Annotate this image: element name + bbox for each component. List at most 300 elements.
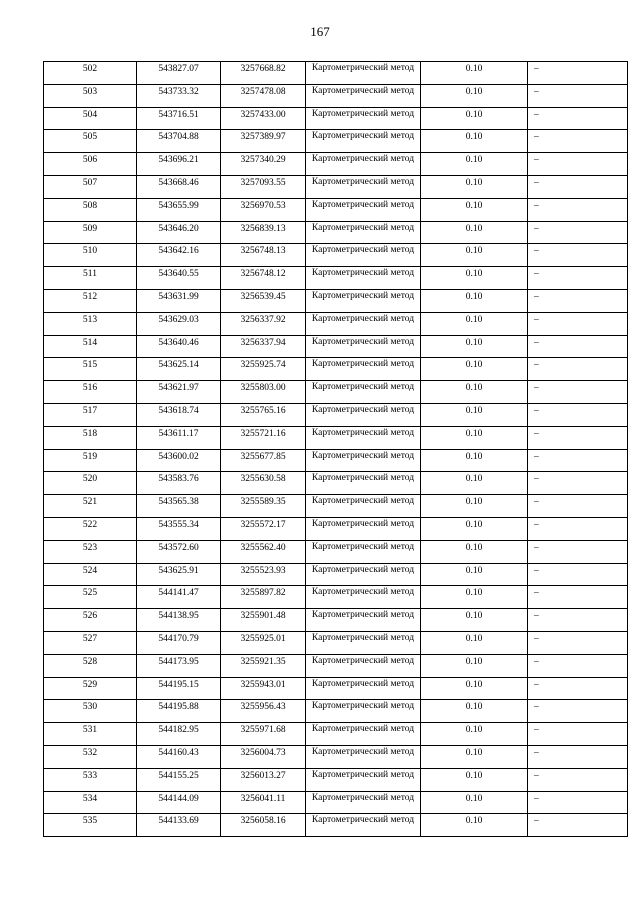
y-coordinate-cell-text: 3256337.94 [240, 337, 286, 348]
table-row [44, 791, 628, 814]
y-coordinate-cell [221, 517, 306, 540]
table-row [44, 312, 628, 335]
point-number-cell [44, 312, 137, 335]
point-number-cell [44, 768, 137, 791]
x-coordinate-cell [137, 677, 221, 700]
accuracy-cell-text: 0.10 [465, 291, 483, 302]
x-coordinate-cell-text: 544170.79 [158, 633, 199, 644]
accuracy-cell [421, 586, 528, 609]
accuracy-cell-text: 0.10 [465, 451, 483, 462]
accuracy-cell-text: 0.10 [465, 109, 483, 120]
note-cell-text: – [534, 86, 539, 97]
x-coordinate-cell-text: 543555.34 [158, 519, 199, 530]
note-cell [528, 335, 628, 358]
point-number-cell-text: 530 [82, 702, 98, 713]
y-coordinate-cell-text: 3257340.29 [240, 155, 286, 166]
table-row [44, 517, 628, 540]
accuracy-cell [421, 381, 528, 404]
point-number-cell [44, 700, 137, 723]
note-cell-text: – [534, 497, 539, 508]
note-cell-text: – [534, 542, 539, 553]
x-coordinate-cell-text: 543640.55 [158, 269, 199, 280]
y-coordinate-cell-text: 3256013.27 [240, 770, 286, 781]
y-coordinate-cell-text: 3255523.93 [240, 565, 286, 576]
table-row [44, 814, 628, 837]
y-coordinate-cell [221, 677, 306, 700]
note-cell [528, 745, 628, 768]
method-cell [306, 130, 421, 153]
note-cell [528, 814, 628, 837]
accuracy-cell-text: 0.10 [465, 428, 483, 439]
note-cell [528, 198, 628, 221]
table-row [44, 130, 628, 153]
y-coordinate-cell [221, 153, 306, 176]
note-cell-text: – [534, 519, 539, 530]
y-coordinate-cell [221, 130, 306, 153]
accuracy-cell [421, 700, 528, 723]
method-cell-text: Картометрический метод [311, 518, 415, 529]
method-cell-text: Картометрический метод [311, 587, 415, 598]
x-coordinate-cell-text: 543600.02 [158, 451, 199, 462]
y-coordinate-cell [221, 107, 306, 130]
point-number-cell [44, 62, 137, 85]
method-cell [306, 267, 421, 290]
note-cell [528, 449, 628, 472]
method-cell-text: Картометрический метод [311, 427, 415, 438]
note-cell-text: – [534, 702, 539, 713]
x-coordinate-cell [137, 495, 221, 518]
accuracy-cell [421, 677, 528, 700]
x-coordinate-cell-text: 543631.99 [158, 291, 199, 302]
method-cell [306, 426, 421, 449]
point-number-cell [44, 107, 137, 130]
x-coordinate-cell [137, 312, 221, 335]
y-coordinate-cell [221, 244, 306, 267]
x-coordinate-cell [137, 609, 221, 632]
y-coordinate-cell [221, 495, 306, 518]
accuracy-cell [421, 153, 528, 176]
y-coordinate-cell-text: 3255921.35 [240, 656, 286, 667]
method-cell [306, 335, 421, 358]
accuracy-cell [421, 107, 528, 130]
accuracy-cell-text: 0.10 [465, 132, 483, 143]
note-cell [528, 221, 628, 244]
accuracy-cell-text: 0.10 [465, 725, 483, 736]
method-cell-text: Картометрический метод [311, 746, 415, 757]
note-cell-text: – [534, 223, 539, 234]
method-cell-text: Картометрический метод [311, 473, 415, 484]
point-number-cell-text: 534 [82, 793, 98, 804]
accuracy-cell-text: 0.10 [465, 702, 483, 713]
x-coordinate-cell-text: 543611.17 [158, 428, 199, 439]
method-cell-text: Картометрический метод [311, 496, 415, 507]
x-coordinate-cell [137, 403, 221, 426]
x-coordinate-cell-text: 543646.20 [158, 223, 199, 234]
x-coordinate-cell-text: 543716.51 [158, 109, 199, 120]
point-number-cell-text: 531 [82, 725, 98, 736]
point-number-cell-text: 524 [82, 565, 98, 576]
table-row [44, 495, 628, 518]
x-coordinate-cell [137, 631, 221, 654]
accuracy-cell-text: 0.10 [465, 679, 483, 690]
method-cell [306, 563, 421, 586]
point-number-cell-text: 508 [82, 200, 98, 211]
method-cell-text: Картометрический метод [311, 131, 415, 142]
point-number-cell [44, 495, 137, 518]
note-cell [528, 517, 628, 540]
y-coordinate-cell [221, 745, 306, 768]
note-cell-text: – [534, 793, 539, 804]
note-cell [528, 107, 628, 130]
note-cell [528, 130, 628, 153]
point-number-cell-text: 535 [82, 816, 98, 827]
x-coordinate-cell-text: 543704.88 [158, 132, 199, 143]
x-coordinate-cell [137, 221, 221, 244]
y-coordinate-cell-text: 3256041.11 [240, 793, 286, 804]
method-cell [306, 631, 421, 654]
method-cell [306, 221, 421, 244]
point-number-cell-text: 502 [82, 64, 98, 74]
accuracy-cell [421, 358, 528, 381]
accuracy-cell [421, 768, 528, 791]
y-coordinate-cell-text: 3255925.74 [240, 360, 286, 371]
note-cell-text: – [534, 679, 539, 690]
y-coordinate-cell [221, 403, 306, 426]
method-cell [306, 517, 421, 540]
y-coordinate-cell-text: 3255589.35 [240, 497, 286, 508]
method-cell-text: Картометрический метод [311, 85, 415, 96]
method-cell [306, 723, 421, 746]
method-cell-text: Картометрический метод [311, 63, 415, 73]
accuracy-cell-text: 0.10 [465, 86, 483, 97]
accuracy-cell-text: 0.10 [465, 223, 483, 234]
y-coordinate-cell-text: 3255765.16 [240, 405, 286, 416]
accuracy-cell-text: 0.10 [465, 405, 483, 416]
y-coordinate-cell-text: 3256004.73 [240, 747, 286, 758]
point-number-cell [44, 221, 137, 244]
x-coordinate-cell [137, 107, 221, 130]
point-number-cell-text: 512 [82, 291, 98, 302]
note-cell [528, 631, 628, 654]
x-coordinate-cell-text: 543618.74 [158, 405, 199, 416]
x-coordinate-cell-text: 543696.21 [158, 155, 199, 166]
method-cell-text: Картометрический метод [311, 199, 415, 210]
accuracy-cell-text: 0.10 [465, 747, 483, 758]
point-number-cell [44, 244, 137, 267]
y-coordinate-cell [221, 426, 306, 449]
point-number-cell [44, 814, 137, 837]
y-coordinate-cell [221, 62, 306, 85]
method-cell-text: Картометрический метод [311, 678, 415, 689]
method-cell [306, 244, 421, 267]
method-cell [306, 495, 421, 518]
x-coordinate-cell [137, 289, 221, 312]
accuracy-cell [421, 221, 528, 244]
accuracy-cell-text: 0.10 [465, 360, 483, 371]
method-cell-text: Картометрический метод [311, 610, 415, 621]
table-row [44, 84, 628, 107]
method-cell [306, 791, 421, 814]
x-coordinate-cell [137, 814, 221, 837]
method-cell-text: Картометрический метод [311, 724, 415, 735]
note-cell-text: – [534, 428, 539, 439]
x-coordinate-cell [137, 745, 221, 768]
x-coordinate-cell [137, 198, 221, 221]
y-coordinate-cell [221, 768, 306, 791]
accuracy-cell [421, 426, 528, 449]
accuracy-cell [421, 175, 528, 198]
accuracy-cell-text: 0.10 [465, 177, 483, 188]
method-cell-text: Картометрический метод [311, 245, 415, 256]
table-row [44, 586, 628, 609]
accuracy-cell-text: 0.10 [465, 656, 483, 667]
table-row [44, 289, 628, 312]
accuracy-cell [421, 495, 528, 518]
point-number-cell [44, 153, 137, 176]
point-number-cell-text: 532 [82, 747, 98, 758]
accuracy-cell [421, 745, 528, 768]
accuracy-cell [421, 84, 528, 107]
x-coordinate-cell-text: 543642.16 [158, 246, 199, 257]
table-row [44, 609, 628, 632]
table-row [44, 700, 628, 723]
point-number-cell [44, 381, 137, 404]
point-number-cell-text: 527 [82, 633, 98, 644]
x-coordinate-cell-text: 544133.69 [158, 816, 199, 827]
point-number-cell-text: 518 [82, 428, 98, 439]
y-coordinate-cell [221, 609, 306, 632]
x-coordinate-cell-text: 543625.91 [158, 565, 199, 576]
note-cell [528, 791, 628, 814]
method-cell-text: Картометрический метод [311, 632, 415, 643]
x-coordinate-cell [137, 449, 221, 472]
point-number-cell [44, 517, 137, 540]
y-coordinate-cell [221, 221, 306, 244]
accuracy-cell-text: 0.10 [465, 383, 483, 394]
method-cell [306, 84, 421, 107]
coordinates-table [43, 61, 628, 837]
note-cell [528, 358, 628, 381]
point-number-cell-text: 533 [82, 770, 98, 781]
point-number-cell-text: 520 [82, 474, 98, 485]
y-coordinate-cell-text: 3255721.16 [240, 428, 286, 439]
point-number-cell-text: 523 [82, 542, 98, 553]
accuracy-cell-text: 0.10 [465, 565, 483, 576]
method-cell-text: Картометрический метод [311, 450, 415, 461]
method-cell [306, 472, 421, 495]
y-coordinate-cell-text: 3256839.13 [240, 223, 286, 234]
point-number-cell-text: 528 [82, 656, 98, 667]
method-cell-text: Картометрический метод [311, 404, 415, 415]
method-cell [306, 677, 421, 700]
y-coordinate-cell [221, 289, 306, 312]
y-coordinate-cell-text: 3255572.17 [240, 519, 286, 530]
point-number-cell-text: 517 [82, 405, 98, 416]
y-coordinate-cell-text: 3257478.08 [240, 86, 286, 97]
point-number-cell [44, 723, 137, 746]
x-coordinate-cell [137, 244, 221, 267]
method-cell [306, 540, 421, 563]
x-coordinate-cell [137, 130, 221, 153]
note-cell [528, 312, 628, 335]
y-coordinate-cell [221, 723, 306, 746]
x-coordinate-cell-text: 544141.47 [158, 588, 199, 599]
y-coordinate-cell [221, 540, 306, 563]
note-cell-text: – [534, 383, 539, 394]
y-coordinate-cell [221, 814, 306, 837]
note-cell-text: – [534, 337, 539, 348]
x-coordinate-cell [137, 62, 221, 85]
point-number-cell [44, 130, 137, 153]
y-coordinate-cell-text: 3256058.16 [240, 816, 286, 827]
x-coordinate-cell [137, 381, 221, 404]
accuracy-cell [421, 198, 528, 221]
x-coordinate-cell [137, 723, 221, 746]
x-coordinate-cell-text: 543668.46 [158, 177, 199, 188]
note-cell-text: – [534, 132, 539, 143]
point-number-cell-text: 519 [82, 451, 98, 462]
method-cell-text: Картометрический метод [311, 564, 415, 575]
point-number-cell [44, 267, 137, 290]
accuracy-cell [421, 62, 528, 85]
point-number-cell-text: 522 [82, 519, 98, 530]
note-cell-text: – [534, 816, 539, 827]
table-row [44, 175, 628, 198]
note-cell-text: – [534, 611, 539, 622]
accuracy-cell-text: 0.10 [465, 816, 483, 827]
y-coordinate-cell-text: 3255943.01 [240, 679, 286, 690]
accuracy-cell-text: 0.10 [465, 497, 483, 508]
point-number-cell-text: 529 [82, 679, 98, 690]
point-number-cell [44, 198, 137, 221]
x-coordinate-cell-text: 543655.99 [158, 200, 199, 211]
point-number-cell-text: 503 [82, 86, 98, 97]
point-number-cell-text: 511 [83, 269, 97, 280]
method-cell-text: Картометрический метод [311, 313, 415, 324]
x-coordinate-cell-text: 544155.25 [158, 770, 199, 781]
x-coordinate-cell-text: 544173.95 [158, 656, 199, 667]
method-cell-text: Картометрический метод [311, 815, 415, 826]
note-cell [528, 768, 628, 791]
x-coordinate-cell-text: 543827.07 [158, 64, 199, 74]
accuracy-cell [421, 563, 528, 586]
method-cell-text: Картометрический метод [311, 336, 415, 347]
table-row [44, 267, 628, 290]
x-coordinate-cell-text: 544195.15 [158, 679, 199, 690]
note-cell [528, 426, 628, 449]
note-cell-text: – [534, 451, 539, 462]
point-number-cell [44, 563, 137, 586]
y-coordinate-cell-text: 3255803.00 [240, 383, 286, 394]
y-coordinate-cell [221, 472, 306, 495]
method-cell [306, 586, 421, 609]
x-coordinate-cell [137, 586, 221, 609]
method-cell [306, 745, 421, 768]
table-row [44, 654, 628, 677]
point-number-cell-text: 513 [82, 314, 98, 325]
note-cell-text: – [534, 246, 539, 257]
x-coordinate-cell-text: 543583.76 [158, 474, 199, 485]
note-cell [528, 677, 628, 700]
method-cell [306, 153, 421, 176]
y-coordinate-cell-text: 3255901.48 [240, 611, 286, 622]
method-cell [306, 609, 421, 632]
x-coordinate-cell [137, 84, 221, 107]
method-cell [306, 175, 421, 198]
accuracy-cell-text: 0.10 [465, 793, 483, 804]
method-cell-text: Картометрический метод [311, 222, 415, 233]
y-coordinate-cell-text: 3256748.12 [240, 269, 286, 280]
y-coordinate-cell-text: 3255677.85 [240, 451, 286, 462]
note-cell [528, 609, 628, 632]
y-coordinate-cell-text: 3256748.13 [240, 246, 286, 257]
accuracy-cell-text: 0.10 [465, 633, 483, 644]
accuracy-cell [421, 335, 528, 358]
table-row [44, 677, 628, 700]
method-cell-text: Картометрический метод [311, 154, 415, 165]
accuracy-cell-text: 0.10 [465, 200, 483, 211]
x-coordinate-cell-text: 543640.46 [158, 337, 199, 348]
y-coordinate-cell-text: 3255630.58 [240, 474, 286, 485]
y-coordinate-cell [221, 358, 306, 381]
table-row [44, 107, 628, 130]
x-coordinate-cell-text: 543629.03 [158, 314, 199, 325]
accuracy-cell [421, 472, 528, 495]
method-cell [306, 62, 421, 85]
note-cell-text: – [534, 633, 539, 644]
table-row [44, 244, 628, 267]
point-number-cell [44, 654, 137, 677]
y-coordinate-cell-text: 3255897.82 [240, 588, 286, 599]
table-row [44, 768, 628, 791]
note-cell-text: – [534, 747, 539, 758]
x-coordinate-cell [137, 654, 221, 677]
accuracy-cell [421, 791, 528, 814]
x-coordinate-cell [137, 358, 221, 381]
note-cell-text: – [534, 109, 539, 120]
table-row [44, 381, 628, 404]
x-coordinate-cell [137, 540, 221, 563]
table-row [44, 449, 628, 472]
accuracy-cell [421, 517, 528, 540]
y-coordinate-cell-text: 3255971.68 [240, 725, 286, 736]
note-cell [528, 175, 628, 198]
point-number-cell-text: 525 [82, 588, 98, 599]
note-cell [528, 153, 628, 176]
point-number-cell [44, 609, 137, 632]
y-coordinate-cell [221, 700, 306, 723]
y-coordinate-cell-text: 3256539.45 [240, 291, 286, 302]
point-number-cell-text: 510 [82, 246, 98, 257]
note-cell-text: – [534, 314, 539, 325]
accuracy-cell-text: 0.10 [465, 337, 483, 348]
accuracy-cell-text: 0.10 [465, 155, 483, 166]
method-cell [306, 198, 421, 221]
method-cell-text: Картометрический метод [311, 701, 415, 712]
x-coordinate-cell-text: 544182.95 [158, 725, 199, 736]
accuracy-cell-text: 0.10 [465, 246, 483, 257]
point-number-cell [44, 289, 137, 312]
accuracy-cell [421, 631, 528, 654]
accuracy-cell [421, 723, 528, 746]
note-cell-text: – [534, 588, 539, 599]
y-coordinate-cell [221, 563, 306, 586]
accuracy-cell [421, 449, 528, 472]
point-number-cell [44, 586, 137, 609]
x-coordinate-cell-text: 544160.43 [158, 747, 199, 758]
x-coordinate-cell [137, 267, 221, 290]
method-cell [306, 358, 421, 381]
